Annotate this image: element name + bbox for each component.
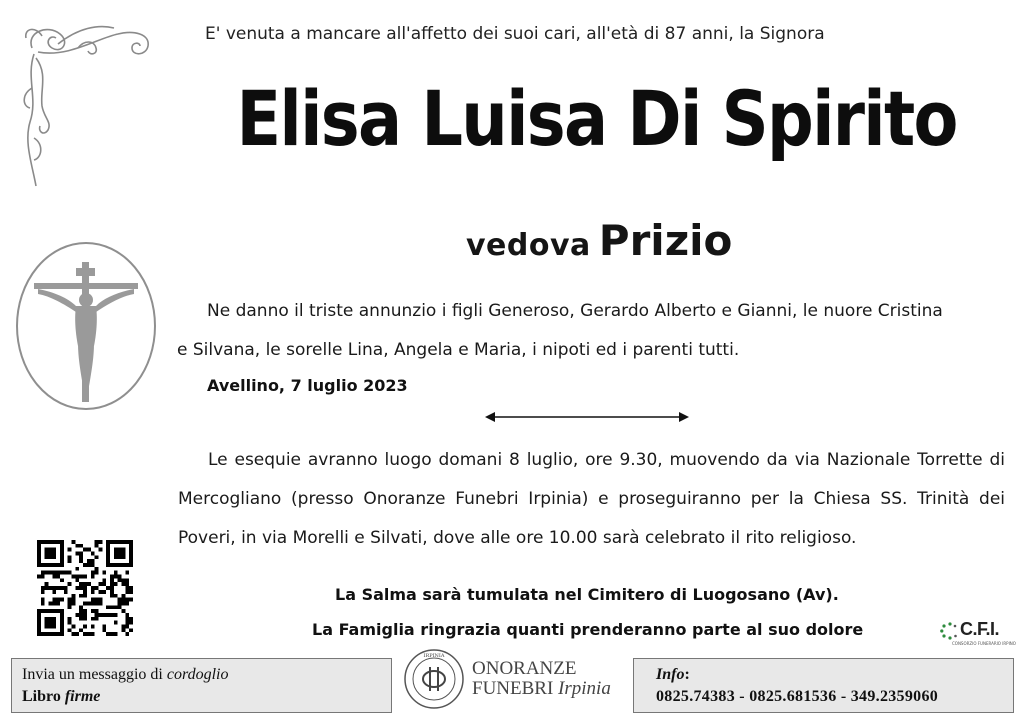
cfi-logo <box>938 618 1018 648</box>
seal-text: IRPINIA <box>423 653 445 659</box>
info-colon: : <box>684 666 690 683</box>
widow-line <box>466 216 732 265</box>
date-line: Avellino, 7 luglio 2023 <box>207 376 408 395</box>
guestbook-link[interactable] <box>22 686 381 708</box>
logo-line-1: ONORANZE <box>472 658 577 679</box>
funeral-home-logo <box>472 659 611 699</box>
condolence-prefix: Invia un messaggio di <box>22 666 167 683</box>
funeral-home-seal-icon <box>403 648 465 710</box>
info-box <box>633 658 1014 713</box>
cfi-label: C.F.I. <box>960 619 1000 639</box>
cfi-logo-icon <box>940 622 960 640</box>
logo-line-2-italic: Irpinia <box>558 678 611 699</box>
funeral-text: Le esequie avranno luogo domani 8 luglio, ore 9.30, muovendo da via Nazionale Torrette di Mercogliano (presso Onoranze Funebri Irpinia) e proseguiranno per la Chiesa SS. Trinità dei Poveri, in via Morelli e Silvati, dove alle ore 10.00 sarà celebrato il rito religioso. <box>178 450 1005 548</box>
condolence-box[interactable] <box>11 658 392 713</box>
guestbook-prefix: Libro <box>22 688 65 705</box>
funeral-details <box>178 441 1005 558</box>
announcement-line-1: Ne danno il triste annunzio i figli Generoso, Gerardo Alberto e Gianni, le nuore Cristina <box>207 301 943 321</box>
info-label: Info <box>656 666 685 683</box>
deceased-name: Elisa Luisa Di Spirito <box>236 74 957 163</box>
qr-code-icon[interactable] <box>37 540 133 636</box>
crucifix-icon <box>14 240 158 412</box>
guestbook-italic: firme <box>64 688 101 705</box>
info-label-line <box>656 664 991 686</box>
widow-prefix: vedova <box>466 228 591 263</box>
intro-text: E' venuta a mancare all'affetto dei suoi cari, all'età di 87 anni, la Signora <box>205 24 825 44</box>
burial-line: La Salma sarà tumulata nel Cimitero di Luogosano (Av). <box>335 585 839 604</box>
condolence-italic: cordoglio <box>166 666 229 683</box>
announcement <box>177 292 1011 370</box>
phone-numbers[interactable]: 0825.74383 - 0825.681536 - 349.2359060 <box>656 688 939 705</box>
logo-line-2-prefix: FUNEBRI <box>472 678 559 699</box>
double-arrow-icon <box>485 410 689 424</box>
cfi-tagline: CONSORZIO FUNERARIO IRPINO <box>952 641 1016 646</box>
logo-line-2 <box>472 679 611 699</box>
thanks-line: La Famiglia ringrazia quanti prenderanno parte al suo dolore <box>312 620 864 639</box>
announcement-line-2: e Silvana, le sorelle Lina, Angela e Maria, i nipoti ed i parenti tutti. <box>177 340 740 360</box>
condolence-link[interactable] <box>22 664 381 686</box>
widow-surname: Prizio <box>598 216 733 265</box>
